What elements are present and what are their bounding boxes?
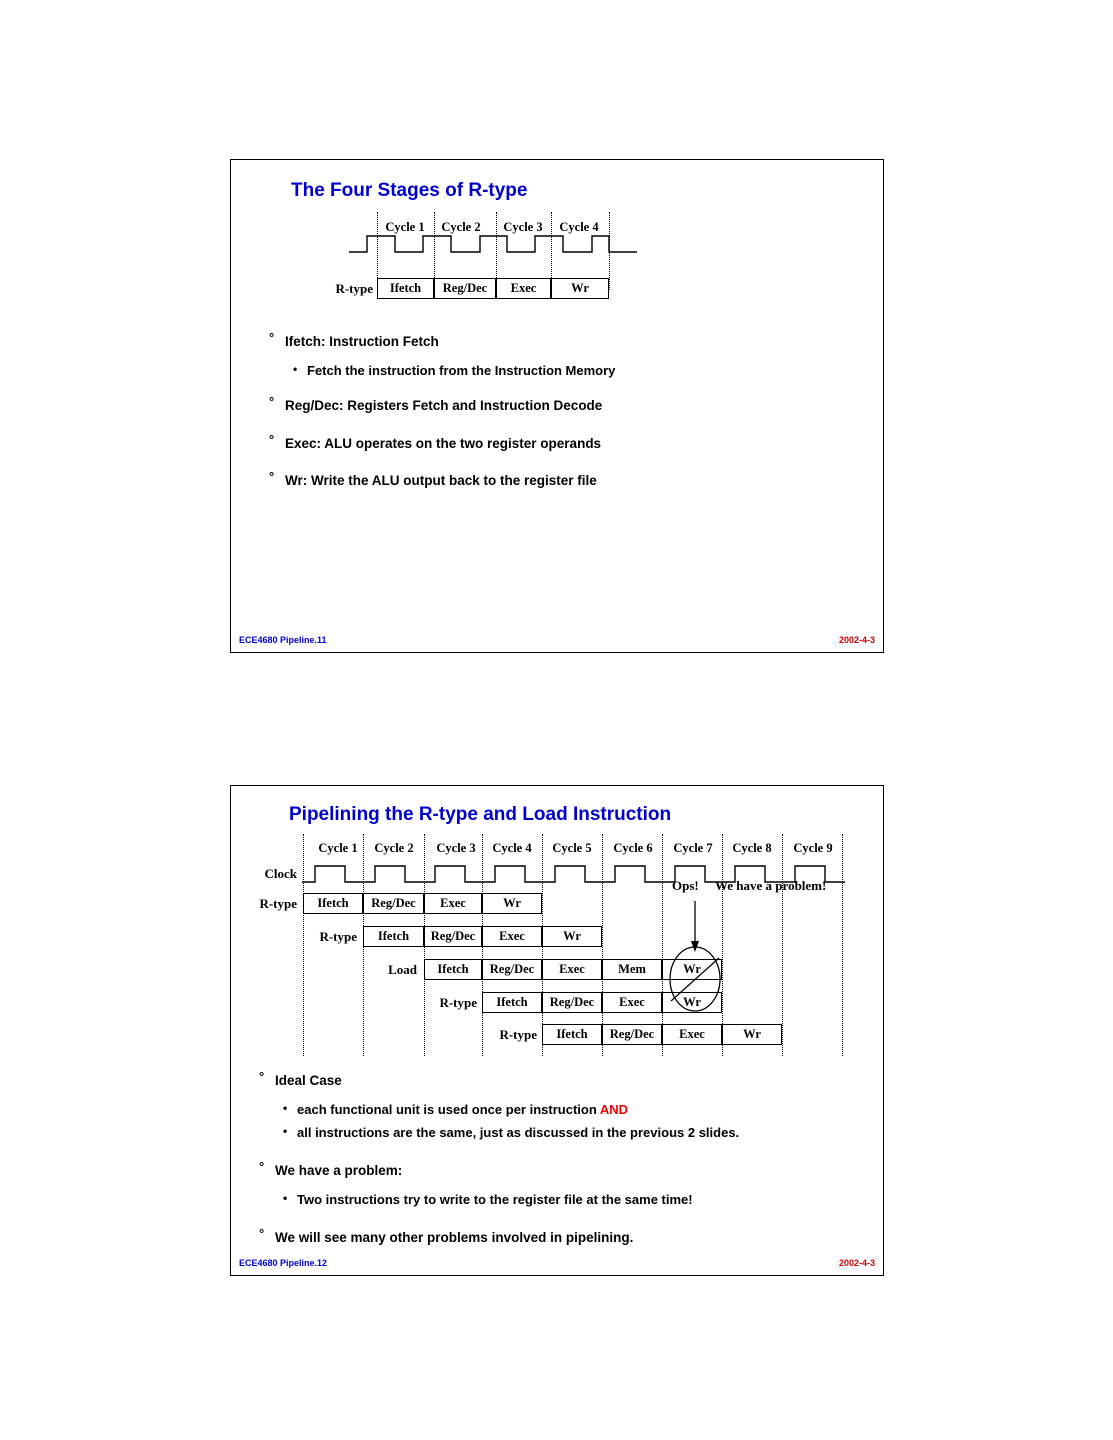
cycle-label: Cycle 7 bbox=[673, 841, 713, 855]
bullet-item: • all instructions are the same, just as discussed in the previous 2 slides. bbox=[253, 1126, 873, 1141]
cycle-label: Cycle 1 bbox=[318, 841, 358, 855]
cycle-label: Cycle 2 bbox=[441, 220, 481, 234]
bullet-text: each functional unit is used once per instruction bbox=[297, 1101, 600, 1117]
row-label-rtype: R-type bbox=[499, 1027, 537, 1042]
stage-exec: Exec bbox=[424, 893, 482, 914]
stage-wr: Wr bbox=[551, 278, 609, 299]
stage-regdec: Reg/Dec bbox=[482, 959, 542, 980]
cycle-label: Cycle 2 bbox=[374, 841, 414, 855]
row-label-clock: Clock bbox=[264, 866, 297, 881]
bullet-item: ° Ifetch: Instruction Fetch bbox=[263, 334, 863, 350]
bullet-item: ° We will see many other problems involved in pipelining. bbox=[253, 1230, 873, 1246]
row-label-rtype: R-type bbox=[259, 896, 297, 911]
cycle-label: Cycle 9 bbox=[793, 841, 833, 855]
bullet-item: ° Wr: Write the ALU output back to the register file bbox=[263, 473, 863, 489]
slide-footer-id: ECE4680 Pipeline.11 bbox=[239, 635, 327, 645]
stage-ifetch: Ifetch bbox=[377, 278, 434, 299]
cycle-label: Cycle 5 bbox=[552, 841, 592, 855]
stage-exec: Exec bbox=[662, 1024, 722, 1045]
row-label-rtype: R-type bbox=[319, 929, 357, 944]
stage-wr: Wr bbox=[482, 893, 542, 914]
bullet-item: ° Reg/Dec: Registers Fetch and Instruction Decode bbox=[263, 398, 863, 414]
cycle-label: Cycle 4 bbox=[559, 220, 599, 234]
stage-ifetch: Ifetch bbox=[542, 1024, 602, 1045]
conflict-highlight bbox=[651, 896, 851, 1016]
cycle-label: Cycle 3 bbox=[503, 220, 543, 234]
bullet-item: ° We have a problem: bbox=[253, 1163, 873, 1179]
stage-exec: Exec bbox=[496, 278, 551, 299]
stage-mem: Mem bbox=[602, 959, 662, 980]
stage-regdec: Reg/Dec bbox=[424, 926, 482, 947]
bullet-item: ° Exec: ALU operates on the two register operands bbox=[263, 436, 863, 452]
stage-exec: Exec bbox=[482, 926, 542, 947]
annotation-ops: Ops! bbox=[672, 878, 699, 893]
slide-footer-date: 2002-4-3 bbox=[838, 1258, 875, 1268]
stage-wr: Wr bbox=[662, 959, 722, 980]
bullet-item bbox=[253, 1103, 873, 1118]
slide-footer-id: ECE4680 Pipeline.12 bbox=[239, 1258, 328, 1268]
cycle-label: Cycle 4 bbox=[492, 841, 532, 855]
row-label-load: Load bbox=[388, 962, 417, 977]
row-label-rtype: R-type bbox=[335, 281, 373, 296]
stage-ifetch: Ifetch bbox=[482, 992, 542, 1013]
cycle-label: Cycle 1 bbox=[385, 220, 425, 234]
stage-ifetch: Ifetch bbox=[424, 959, 482, 980]
stage-ifetch: Ifetch bbox=[363, 926, 424, 947]
stage-regdec: Reg/Dec bbox=[434, 278, 496, 299]
stage-regdec: Reg/Dec bbox=[542, 992, 602, 1013]
stage-regdec: Reg/Dec bbox=[363, 893, 424, 914]
annotation-problem: We have a problem! bbox=[715, 878, 827, 893]
bullet-item: • Fetch the instruction from the Instruction Memory bbox=[263, 364, 863, 379]
slide-four-stages-of-rtype bbox=[230, 159, 884, 653]
stage-regdec: Reg/Dec bbox=[602, 1024, 662, 1045]
slide-pipelining-rtype-load bbox=[230, 785, 884, 1276]
page-title: Pipelining the R-type and Load Instruction bbox=[289, 804, 672, 825]
stage-wr: Wr bbox=[722, 1024, 782, 1045]
page-title: The Four Stages of R-type bbox=[291, 180, 528, 201]
stage-exec: Exec bbox=[542, 959, 602, 980]
bullet-emphasis: AND bbox=[599, 1101, 629, 1117]
stage-wr: Wr bbox=[662, 992, 722, 1013]
stage-ifetch: Ifetch bbox=[303, 893, 363, 914]
cycle-label: Cycle 3 bbox=[436, 841, 476, 855]
stage-wr: Wr bbox=[542, 926, 602, 947]
row-label-rtype: R-type bbox=[439, 995, 477, 1010]
stage-exec: Exec bbox=[602, 992, 662, 1013]
bullet-list bbox=[263, 334, 863, 503]
slide-footer-date: 2002-4-3 bbox=[838, 635, 875, 645]
bullet-list bbox=[253, 1073, 873, 1259]
bullet-item: ° Ideal Case bbox=[253, 1073, 873, 1089]
cycle-label: Cycle 8 bbox=[732, 841, 772, 855]
clock-waveform bbox=[347, 228, 647, 264]
bullet-item: • Two instructions try to write to the register file at the same time! bbox=[253, 1193, 873, 1208]
cycle-label: Cycle 6 bbox=[613, 841, 653, 855]
